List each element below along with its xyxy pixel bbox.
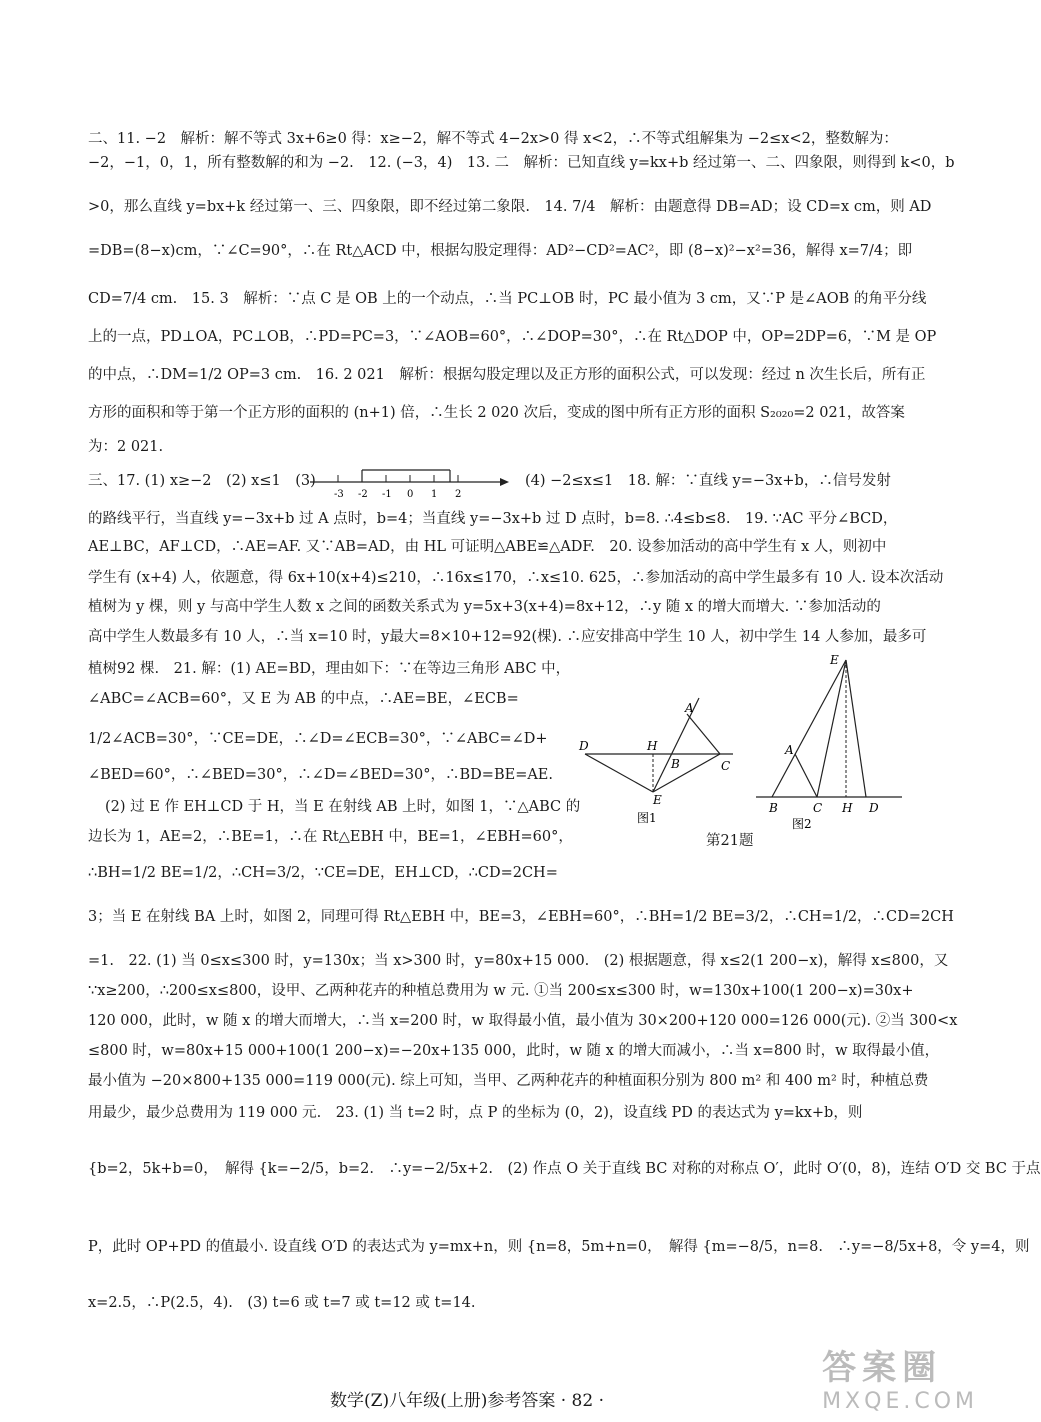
page-footer: 数学(Z)八年级(上册)参考答案 · 82 ·: [330, 1391, 604, 1411]
point-label: C: [721, 759, 731, 773]
text-line: 1/2∠ACB=30°，∵CE=DE，∴∠D=∠ECB=30°，∵∠ABC=∠D+: [88, 731, 548, 747]
text-line: 边长为 1，AE=2，∴BE=1，∴在 Rt△EBH 中，BE=1，∠EBH=60°，: [88, 829, 573, 845]
text-line: −2，−1，0，1，所有整数解的和为 −2. 12. (−3，4) 13. 二 解析：已知直线 y=kx+b 经过第一、二、四象限，则得到 k<0，b: [88, 155, 955, 171]
figure-caption: 图1: [637, 811, 657, 825]
point-label: E: [653, 793, 662, 807]
figure-caption: 图2: [792, 817, 812, 831]
text-line: 植树92 棵. 21. 解：(1) AE=BD，理由如下：∵在等边三角形 ABC 中，: [88, 661, 571, 677]
watermark-url: MXQE.COM: [822, 1389, 978, 1414]
text-line: 的路线平行，当直线 y=−3x+b 过 A 点时，b=4；当直线 y=−3x+b 过 D 点时，b=8. ∴4≤b≤8. 19. ∵AC 平分∠BCD，: [88, 511, 898, 527]
text-line: {b=2，5k+b=0， 解得 {k=−2/5，b=2. ∴y=−2/5x+2. (2) 作点 O 关于直线 BC 对称的对称点 O′，此时 O′(0，8)，连结 O′D 交 BC 于点: [88, 1161, 1041, 1177]
text-line: AE⊥BC，AF⊥CD，∴AE=AF. 又∵AB=AD，由 HL 可证明△ABE≌△ADF. 20. 设参加活动的高中学生有 x 人，则初中: [88, 539, 887, 555]
tick-label: -3: [334, 489, 344, 500]
figure-caption: 第21题: [706, 833, 754, 849]
text-line: =DB=(8−x)cm，∵∠C=90°，∴在 Rt△ACD 中，根据勾股定理得：AD²−CD²=AC²，即 (8−x)²−x²=36，解得 x=7/4；即: [88, 243, 913, 259]
text-line: ∠BED=60°，∴∠BED=30°，∴∠D=∠BED=30°，∴BD=BE=AE.: [88, 767, 554, 783]
text-line: 为：2 021.: [88, 439, 164, 455]
number-line: [305, 464, 515, 500]
text-line: 二、11. −2 解析：解不等式 3x+6≥0 得：x≥−2，解不等式 4−2x>0 得 x<2，∴不等式组解集为 −2≤x<2，整数解为：: [88, 131, 898, 147]
point-label: B: [671, 757, 680, 771]
q17-text: 三、17. (1) x≥−2 (2) x≤1 (3): [88, 473, 316, 489]
text-line: P，此时 OP+PD 的值最小. 设直线 O′D 的表达式为 y=mx+n，则 {n=8，5m+n=0， 解得 {m=−8/5，n=8. ∴y=−8/5x+8，令 y=4，则: [88, 1239, 1030, 1255]
watermark-text: 答案圈: [822, 1348, 943, 1388]
text-line: 上的一点，PD⊥OA，PC⊥OB，∴PD=PC=3，∵∠AOB=60°，∴∠DOP=30°，∴在 Rt△DOP 中，OP=2DP=6，∵M 是 OP: [88, 329, 937, 345]
point-label: E: [830, 653, 839, 667]
point-label: A: [685, 701, 694, 715]
point-label: D: [579, 739, 589, 753]
text-line: =1. 22. (1) 当 0≤x≤300 时，y=130x；当 x>300 时，y=80x+15 000. (2) 根据题意，得 x≤2(1 200−x)，解得 x≤800，又: [88, 953, 949, 969]
text-line: ∠ABC=∠ACB=60°，又 E 为 AB 的中点，∴AE=BE，∠ECB=: [88, 691, 519, 707]
text-line: ∵x≥200，∴200≤x≤800，设甲、乙两种花卉的种植总费用为 w 元. ①当 200≤x≤300 时，w=130x+100(1 200−x)=30x+: [88, 983, 914, 999]
text-line: 植树为 y 棵，则 y 与高中学生人数 x 之间的函数关系式为 y=5x+3(x+4)=8x+12，∴y 随 x 的增大而增大. ∵参加活动的: [88, 599, 881, 615]
q17-text-2: (4) −2≤x≤1 18. 解：∵直线 y=−3x+b，∴信号发射: [525, 473, 891, 489]
text-line: 的中点，∴DM=1/2 OP=3 cm. 16. 2 021 解析：根据勾股定理以及正方形的面积公式，可以发现：经过 n 次生长后，所有正: [88, 367, 926, 383]
figure-2: [752, 650, 912, 830]
text-line: ∴BH=1/2 BE=1/2，∴CH=3/2，∵CE=DE，EH⊥CD，∴CD=2CH=: [88, 865, 558, 881]
tick-label: 1: [431, 489, 438, 500]
text-line: 高中学生人数最多有 10 人，∴当 x=10 时，y最大=8×10+12=92(棵). ∴应安排高中学生 10 人，初中学生 14 人参加，最多可: [88, 629, 927, 645]
point-label: A: [785, 743, 794, 757]
figure-1: [575, 690, 740, 825]
text-line: 最小值为 −20×800+135 000=119 000(元). 综上可知，当甲、乙两种花卉的种植面积分别为 800 m² 和 400 m² 时，种植总费: [88, 1073, 929, 1089]
text-line: 120 000，此时，w 随 x 的增大而增大，∴当 x=200 时，w 取得最小值，最小值为 30×200+120 000=126 000(元). ②当 300<x: [88, 1013, 958, 1029]
text-line: 方形的面积和等于第一个正方形的面积的 (n+1) 倍，∴生长 2 020 次后，变成的图中所有正方形的面积 S₂₀₂₀=2 021，故答案: [88, 405, 905, 421]
point-label: D: [869, 801, 879, 815]
text-line: x=2.5，∴P(2.5，4). (3) t=6 或 t=7 或 t=12 或 t=14.: [88, 1295, 476, 1311]
watermark: [822, 1340, 978, 1414]
text-line: 用最少，最少总费用为 119 000 元. 23. (1) 当 t=2 时，点 P 的坐标为 (0，2)，设直线 PD 的表达式为 y=kx+b，则: [88, 1105, 863, 1121]
tick-label: 2: [455, 489, 462, 500]
text-line: 学生有 (x+4) 人，依题意，得 6x+10(x+4)≤210，∴16x≤170，∴x≤10. 625，∴参加活动的高中学生最多有 10 人. 设本次活动: [88, 570, 944, 586]
tick-label: 0: [407, 489, 414, 500]
text-line: (2) 过 E 作 EH⊥CD 于 H，当 E 在射线 AB 上时，如图 1，∵△ABC 的: [105, 799, 581, 815]
point-label: C: [813, 801, 823, 815]
text-line: 3；当 E 在射线 BA 上时，如图 2，同理可得 Rt△EBH 中，BE=3，∠EBH=60°，∴BH=1/2 BE=3/2，∴CH=1/2，∴CD=2CH: [88, 909, 954, 925]
point-label: B: [769, 801, 778, 815]
text-line: >0，那么直线 y=bx+k 经过第一、三、四象限，即不经过第二象限. 14. 7/4 解析：由题意得 DB=AD；设 CD=x cm，则 AD: [88, 199, 932, 215]
text-line: CD=7/4 cm. 15. 3 解析：∵点 C 是 OB 上的一个动点，∴当 PC⊥OB 时，PC 最小值为 3 cm，又∵P 是∠AOB 的角平分线: [88, 291, 927, 307]
text-line: ≤800 时，w=80x+15 000+100(1 200−x)=−20x+135 000，此时，w 随 x 的增大而减小，∴当 x=800 时，w 取得最小值，: [88, 1043, 940, 1059]
tick-label: -1: [382, 489, 392, 500]
point-label: H: [647, 739, 658, 753]
point-label: H: [842, 801, 853, 815]
tick-label: -2: [358, 489, 368, 500]
